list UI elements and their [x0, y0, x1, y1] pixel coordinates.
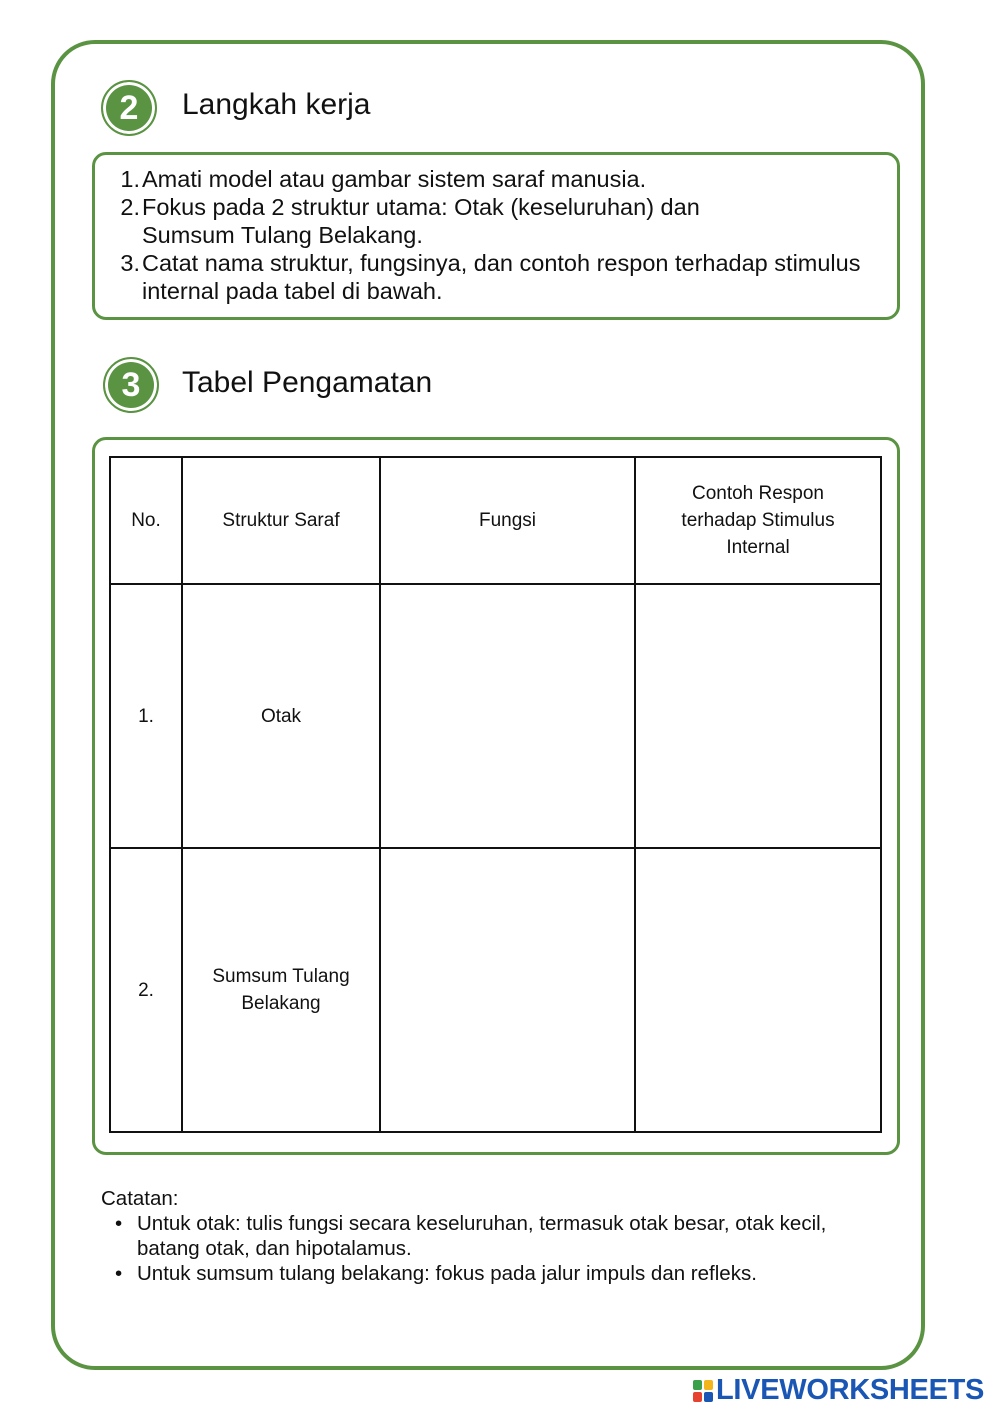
table-row [110, 848, 881, 1132]
liveworksheets-logo-icon [693, 1380, 713, 1402]
header-structure: Struktur Saraf [182, 457, 380, 584]
notes-label: Catatan: [101, 1187, 179, 1210]
list-item: • Untuk sumsum tulang belakang: fokus pada jalur impuls dan refleks. [137, 1261, 901, 1286]
list-item: 2. Fokus pada 2 struktur utama: Otak (keseluruhan) dan Sumsum Tulang Belakang. [120, 194, 700, 248]
cell-no: 1. [110, 584, 182, 848]
liveworksheets-brand [693, 1374, 984, 1407]
list-item: 3. Catat nama struktur, fungsinya, dan contoh respon terhadap stimulus internal pada tabel di bawah. [120, 250, 861, 304]
notes-list [101, 1211, 901, 1286]
brand-name: LIVEWORKSHEETS [716, 1374, 985, 1406]
cell-response-input[interactable] [635, 848, 881, 1132]
header-response: Contoh Respon terhadap Stimulus Internal [635, 457, 881, 584]
cell-structure: Sumsum Tulang Belakang [182, 848, 380, 1132]
table-header-row [110, 457, 881, 584]
table-row [110, 584, 881, 848]
cell-function-input[interactable] [380, 584, 635, 848]
notes [101, 1186, 901, 1286]
header-function: Fungsi [380, 457, 635, 584]
cell-response-input[interactable] [635, 584, 881, 848]
steps-list [118, 165, 878, 305]
step-number: 3 [121, 366, 141, 404]
cell-structure: Otak [182, 584, 380, 848]
cell-no: 2. [110, 848, 182, 1132]
section-title-tabel-pengamatan: Tabel Pengamatan [182, 366, 433, 399]
step-number: 2 [119, 89, 139, 127]
list-item: • Untuk otak: tulis fungsi secara keseluruhan, termasuk otak besar, otak kecil, batang otak, dan hipotalamus. [137, 1211, 887, 1261]
list-item: 1. Amati model atau gambar sistem saraf manusia. [120, 166, 647, 192]
step-number-badge [101, 80, 157, 136]
cell-function-input[interactable] [380, 848, 635, 1132]
step-number-badge [103, 357, 159, 413]
observation-table [109, 456, 882, 1133]
header-no: No. [110, 457, 182, 584]
section-title-langkah-kerja: Langkah kerja [182, 88, 371, 121]
